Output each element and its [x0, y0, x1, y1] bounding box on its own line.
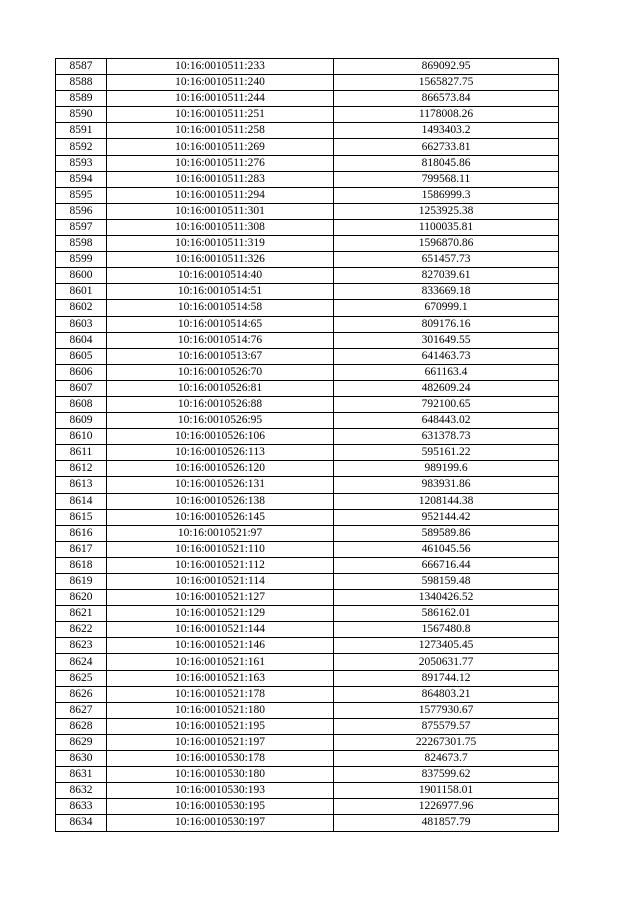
table-row — [56, 316, 559, 332]
row-number-cell: 8625 — [56, 670, 107, 686]
value-cell: 1565827.75 — [334, 75, 559, 91]
table-row — [56, 123, 559, 139]
row-number-cell: 8610 — [56, 429, 107, 445]
table-row — [56, 171, 559, 187]
cadastral-number-cell: 10:16:0010521:163 — [107, 670, 334, 686]
table-row — [56, 236, 559, 252]
cadastral-number-cell: 10:16:0010511:308 — [107, 219, 334, 235]
value-cell: 799568.11 — [334, 171, 559, 187]
value-cell: 1586999.3 — [334, 187, 559, 203]
value-cell: 1493403.2 — [334, 123, 559, 139]
row-number-cell: 8606 — [56, 364, 107, 380]
value-cell: 648443.02 — [334, 413, 559, 429]
cadastral-number-cell: 10:16:0010521:197 — [107, 734, 334, 750]
cadastral-number-cell: 10:16:0010514:51 — [107, 284, 334, 300]
row-number-cell: 8592 — [56, 139, 107, 155]
value-cell: 641463.73 — [334, 348, 559, 364]
cadastral-number-cell: 10:16:0010526:113 — [107, 445, 334, 461]
cadastral-number-cell: 10:16:0010526:145 — [107, 509, 334, 525]
table-row — [56, 574, 559, 590]
cadastral-number-cell: 10:16:0010530:195 — [107, 799, 334, 815]
cadastral-number-cell: 10:16:0010511:283 — [107, 171, 334, 187]
value-cell: 818045.86 — [334, 155, 559, 171]
table-row — [56, 91, 559, 107]
value-cell: 1577930.67 — [334, 702, 559, 718]
cadastral-number-cell: 10:16:0010526:88 — [107, 396, 334, 412]
table-row — [56, 268, 559, 284]
table-row — [56, 783, 559, 799]
cadastral-number-cell: 10:16:0010511:319 — [107, 236, 334, 252]
cadastral-number-cell: 10:16:0010521:112 — [107, 557, 334, 573]
cadastral-number-cell: 10:16:0010526:131 — [107, 477, 334, 493]
row-number-cell: 8591 — [56, 123, 107, 139]
cadastral-number-cell: 10:16:0010511:233 — [107, 59, 334, 75]
cadastral-number-cell: 10:16:0010511:294 — [107, 187, 334, 203]
row-number-cell: 8597 — [56, 219, 107, 235]
row-number-cell: 8600 — [56, 268, 107, 284]
row-number-cell: 8626 — [56, 686, 107, 702]
row-number-cell: 8589 — [56, 91, 107, 107]
row-number-cell: 8616 — [56, 525, 107, 541]
value-cell: 824673.7 — [334, 751, 559, 767]
cadastral-number-cell: 10:16:0010513:67 — [107, 348, 334, 364]
row-number-cell: 8605 — [56, 348, 107, 364]
table-row — [56, 445, 559, 461]
row-number-cell: 8611 — [56, 445, 107, 461]
value-cell: 891744.12 — [334, 670, 559, 686]
table-row — [56, 413, 559, 429]
row-number-cell: 8608 — [56, 396, 107, 412]
value-cell: 595161.22 — [334, 445, 559, 461]
table-row — [56, 187, 559, 203]
table-row — [56, 203, 559, 219]
value-cell: 869092.95 — [334, 59, 559, 75]
value-cell: 631378.73 — [334, 429, 559, 445]
table-row — [56, 219, 559, 235]
cadastral-number-cell: 10:16:0010521:114 — [107, 574, 334, 590]
cadastral-number-cell: 10:16:0010511:276 — [107, 155, 334, 171]
row-number-cell: 8622 — [56, 622, 107, 638]
table-row — [56, 525, 559, 541]
value-cell: 809176.16 — [334, 316, 559, 332]
value-cell: 2050631.77 — [334, 654, 559, 670]
value-cell: 983931.86 — [334, 477, 559, 493]
value-cell: 952144.42 — [334, 509, 559, 525]
row-number-cell: 8629 — [56, 734, 107, 750]
row-number-cell: 8594 — [56, 171, 107, 187]
row-number-cell: 8615 — [56, 509, 107, 525]
row-number-cell: 8623 — [56, 638, 107, 654]
table-row — [56, 59, 559, 75]
row-number-cell: 8587 — [56, 59, 107, 75]
cadastral-number-cell: 10:16:0010511:244 — [107, 91, 334, 107]
row-number-cell: 8620 — [56, 590, 107, 606]
value-cell: 461045.56 — [334, 541, 559, 557]
value-cell: 833669.18 — [334, 284, 559, 300]
value-cell: 661163.4 — [334, 364, 559, 380]
row-number-cell: 8593 — [56, 155, 107, 171]
table-row — [56, 702, 559, 718]
table-row — [56, 767, 559, 783]
cadastral-number-cell: 10:16:0010511:301 — [107, 203, 334, 219]
table-row — [56, 541, 559, 557]
row-number-cell: 8627 — [56, 702, 107, 718]
value-cell: 1100035.81 — [334, 219, 559, 235]
cadastral-number-cell: 10:16:0010521:129 — [107, 606, 334, 622]
row-number-cell: 8613 — [56, 477, 107, 493]
value-cell: 482609.24 — [334, 380, 559, 396]
cadastral-number-cell: 10:16:0010521:146 — [107, 638, 334, 654]
table-row — [56, 622, 559, 638]
value-cell: 792100.65 — [334, 396, 559, 412]
value-cell: 481857.79 — [334, 815, 559, 831]
data-table — [55, 58, 559, 832]
table-row — [56, 686, 559, 702]
cadastral-number-cell: 10:16:0010530:178 — [107, 751, 334, 767]
value-cell: 837599.62 — [334, 767, 559, 783]
table-row — [56, 155, 559, 171]
row-number-cell: 8630 — [56, 751, 107, 767]
cadastral-number-cell: 10:16:0010530:180 — [107, 767, 334, 783]
row-number-cell: 8598 — [56, 236, 107, 252]
value-cell: 598159.48 — [334, 574, 559, 590]
table-row — [56, 590, 559, 606]
table-body — [56, 59, 559, 832]
cadastral-number-cell: 10:16:0010511:251 — [107, 107, 334, 123]
row-number-cell: 8599 — [56, 252, 107, 268]
value-cell: 1253925.38 — [334, 203, 559, 219]
value-cell: 864803.21 — [334, 686, 559, 702]
table-row — [56, 606, 559, 622]
table-row — [56, 670, 559, 686]
value-cell: 1340426.52 — [334, 590, 559, 606]
value-cell: 875579.57 — [334, 718, 559, 734]
value-cell: 662733.81 — [334, 139, 559, 155]
cadastral-number-cell: 10:16:0010521:110 — [107, 541, 334, 557]
row-number-cell: 8612 — [56, 461, 107, 477]
table-row — [56, 493, 559, 509]
value-cell: 22267301.75 — [334, 734, 559, 750]
cadastral-number-cell: 10:16:0010514:76 — [107, 332, 334, 348]
row-number-cell: 8602 — [56, 300, 107, 316]
cadastral-number-cell: 10:16:0010530:193 — [107, 783, 334, 799]
value-cell: 1596870.86 — [334, 236, 559, 252]
row-number-cell: 8621 — [56, 606, 107, 622]
cadastral-number-cell: 10:16:0010521:180 — [107, 702, 334, 718]
cadastral-number-cell: 10:16:0010521:144 — [107, 622, 334, 638]
value-cell: 651457.73 — [334, 252, 559, 268]
row-number-cell: 8619 — [56, 574, 107, 590]
table-row — [56, 654, 559, 670]
value-cell: 670999.1 — [334, 300, 559, 316]
row-number-cell: 8604 — [56, 332, 107, 348]
table-row — [56, 300, 559, 316]
row-number-cell: 8590 — [56, 107, 107, 123]
cadastral-number-cell: 10:16:0010526:81 — [107, 380, 334, 396]
row-number-cell: 8617 — [56, 541, 107, 557]
row-number-cell: 8632 — [56, 783, 107, 799]
value-cell: 589589.86 — [334, 525, 559, 541]
table-row — [56, 380, 559, 396]
value-cell: 1208144.38 — [334, 493, 559, 509]
table-row — [56, 139, 559, 155]
table-row — [56, 718, 559, 734]
value-cell: 301649.55 — [334, 332, 559, 348]
cadastral-number-cell: 10:16:0010521:161 — [107, 654, 334, 670]
table-row — [56, 348, 559, 364]
table-row — [56, 638, 559, 654]
row-number-cell: 8607 — [56, 380, 107, 396]
row-number-cell: 8603 — [56, 316, 107, 332]
table-row — [56, 364, 559, 380]
value-cell: 1273405.45 — [334, 638, 559, 654]
cadastral-number-cell: 10:16:0010526:120 — [107, 461, 334, 477]
row-number-cell: 8595 — [56, 187, 107, 203]
value-cell: 866573.84 — [334, 91, 559, 107]
cadastral-number-cell: 10:16:0010530:197 — [107, 815, 334, 831]
cadastral-number-cell: 10:16:0010521:178 — [107, 686, 334, 702]
value-cell: 989199.6 — [334, 461, 559, 477]
table-row — [56, 252, 559, 268]
row-number-cell: 8609 — [56, 413, 107, 429]
row-number-cell: 8633 — [56, 799, 107, 815]
row-number-cell: 8601 — [56, 284, 107, 300]
table-row — [56, 429, 559, 445]
cadastral-number-cell: 10:16:0010521:195 — [107, 718, 334, 734]
cadastral-number-cell: 10:16:0010526:95 — [107, 413, 334, 429]
row-number-cell: 8631 — [56, 767, 107, 783]
table-row — [56, 815, 559, 831]
table-row — [56, 509, 559, 525]
row-number-cell: 8624 — [56, 654, 107, 670]
cadastral-number-cell: 10:16:0010511:326 — [107, 252, 334, 268]
row-number-cell: 8618 — [56, 557, 107, 573]
cadastral-number-cell: 10:16:0010514:65 — [107, 316, 334, 332]
table-row — [56, 284, 559, 300]
row-number-cell: 8588 — [56, 75, 107, 91]
value-cell: 666716.44 — [334, 557, 559, 573]
table-row — [56, 477, 559, 493]
value-cell: 586162.01 — [334, 606, 559, 622]
cadastral-number-cell: 10:16:0010521:127 — [107, 590, 334, 606]
value-cell: 1901158.01 — [334, 783, 559, 799]
cadastral-number-cell: 10:16:0010511:258 — [107, 123, 334, 139]
table-row — [56, 396, 559, 412]
row-number-cell: 8614 — [56, 493, 107, 509]
cadastral-number-cell: 10:16:0010526:106 — [107, 429, 334, 445]
cadastral-number-cell: 10:16:0010511:240 — [107, 75, 334, 91]
table-row — [56, 107, 559, 123]
table-row — [56, 734, 559, 750]
row-number-cell: 8596 — [56, 203, 107, 219]
table-row — [56, 75, 559, 91]
value-cell: 1567480.8 — [334, 622, 559, 638]
value-cell: 1226977.96 — [334, 799, 559, 815]
cadastral-number-cell: 10:16:0010526:138 — [107, 493, 334, 509]
cadastral-number-cell: 10:16:0010511:269 — [107, 139, 334, 155]
cadastral-number-cell: 10:16:0010521:97 — [107, 525, 334, 541]
row-number-cell: 8628 — [56, 718, 107, 734]
table-row — [56, 332, 559, 348]
table-row — [56, 557, 559, 573]
table-row — [56, 799, 559, 815]
cadastral-number-cell: 10:16:0010526:70 — [107, 364, 334, 380]
table-row — [56, 751, 559, 767]
table-row — [56, 461, 559, 477]
cadastral-number-cell: 10:16:0010514:58 — [107, 300, 334, 316]
cadastral-number-cell: 10:16:0010514:40 — [107, 268, 334, 284]
value-cell: 1178008.26 — [334, 107, 559, 123]
value-cell: 827039.61 — [334, 268, 559, 284]
row-number-cell: 8634 — [56, 815, 107, 831]
